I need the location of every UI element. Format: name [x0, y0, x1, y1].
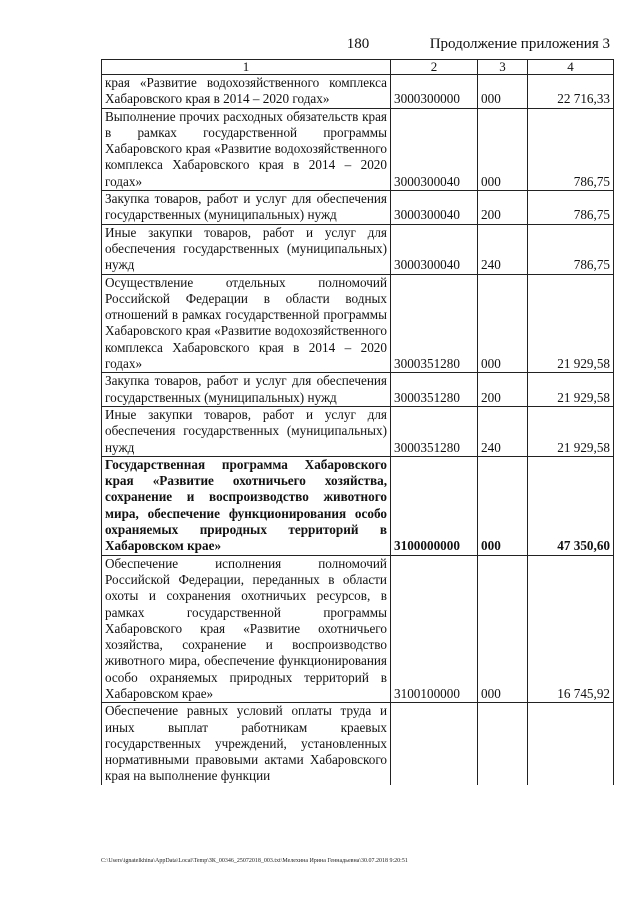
table-row	[102, 75, 614, 109]
row-expense-type: 000	[478, 456, 528, 555]
row-target-code: 3100000000	[391, 456, 478, 555]
row-description: Закупка товаров, работ и услуг для обеспечения государственных (муниципальных) нужд	[102, 191, 391, 225]
column-header: 2	[391, 60, 478, 75]
row-expense-type: 240	[478, 406, 528, 456]
table-row	[102, 274, 614, 373]
row-expense-type: 000	[478, 75, 528, 109]
row-target-code: 3000300040	[391, 191, 478, 225]
row-target-code: 3000300000	[391, 75, 478, 109]
row-target-code: 3000351280	[391, 274, 478, 373]
budget-table	[101, 59, 614, 785]
column-header: 4	[528, 60, 614, 75]
row-amount: 21 929,58	[528, 274, 614, 373]
row-target-code: 3000300040	[391, 108, 478, 190]
row-amount: 786,75	[528, 224, 614, 274]
table-row	[102, 406, 614, 456]
table-row	[102, 108, 614, 190]
row-amount: 47 350,60	[528, 456, 614, 555]
row-expense-type: 240	[478, 224, 528, 274]
table-row	[102, 373, 614, 407]
row-amount: 786,75	[528, 108, 614, 190]
row-description: Иные закупки товаров, работ и услуг для обеспечения государственных (муниципальных) нужд	[102, 406, 391, 456]
row-description: Осуществление отдельных полномочий Российской Федерации в области водных отношений в рамках государственной программы Хабаровского края «Развитие водохозяйственного комплекса Хабаровского края в 2014 – 2020 годах»	[102, 274, 391, 373]
file-path-footer: C:\Users\ignatelkhina\AppData\Local\Temp\ЗК_00346_25072018_003.txt\Мелехина Ирина Геннадьевна\30.07.2018 9:20:51	[101, 858, 408, 864]
row-amount: 21 929,58	[528, 406, 614, 456]
row-description: Государственная программа Хабаровского края «Развитие охотничьего хозяйства, сохранение и воспроизводство животного мира, обеспечение функционирования особо охраняемых природных территорий в Хабаровском крае»	[102, 456, 391, 555]
row-expense-type: 200	[478, 191, 528, 225]
row-amount: 786,75	[528, 191, 614, 225]
row-target-code: 3100100000	[391, 555, 478, 703]
row-target-code: 3000300040	[391, 224, 478, 274]
table-row	[102, 191, 614, 225]
column-header: 1	[102, 60, 391, 75]
page-number: 180	[346, 36, 370, 52]
row-expense-type: 200	[478, 373, 528, 407]
table-row	[102, 224, 614, 274]
row-target-code	[391, 703, 478, 785]
row-description: Обеспечение исполнения полномочий Российской Федерации, переданных в области охоты и сохранения охотничьих ресурсов, в рамках государственной программы Хабаровского края «Развитие охотничьего хозяйства, сохранение и воспроизводство животного мира, обеспечение функционирования особо охраняемых природных территорий в Хабаровском крае»	[102, 555, 391, 703]
table-row	[102, 555, 614, 703]
row-amount: 21 929,58	[528, 373, 614, 407]
row-description: Закупка товаров, работ и услуг для обеспечения государственных (муниципальных) нужд	[102, 373, 391, 407]
table-row-program	[102, 456, 614, 555]
continuation-note: Продолжение приложения 3	[429, 36, 610, 52]
column-header: 3	[478, 60, 528, 75]
row-expense-type: 000	[478, 108, 528, 190]
table-header-row	[102, 60, 614, 75]
table-row	[102, 703, 614, 785]
row-target-code: 3000351280	[391, 406, 478, 456]
row-amount: 16 745,92	[528, 555, 614, 703]
row-target-code: 3000351280	[391, 373, 478, 407]
row-description: Иные закупки товаров, работ и услуг для обеспечения государственных (муниципальных) нужд	[102, 224, 391, 274]
row-description: Обеспечение равных условий оплаты труда и иных выплат работникам краевых государственных учреждений, установленных нормативными правовыми актами Хабаровского края на выполнение функции	[102, 703, 391, 785]
row-amount	[528, 703, 614, 785]
row-description: края «Развитие водохозяйственного комплекса Хабаровского края в 2014 – 2020 годах»	[102, 75, 391, 109]
row-expense-type	[478, 703, 528, 785]
row-expense-type: 000	[478, 274, 528, 373]
row-amount: 22 716,33	[528, 75, 614, 109]
row-expense-type: 000	[478, 555, 528, 703]
row-description: Выполнение прочих расходных обязательств края в рамках государственной программы Хабаровского края «Развитие водохозяйственного комплекса Хабаровского края в 2014 – 2020 годах»	[102, 108, 391, 190]
